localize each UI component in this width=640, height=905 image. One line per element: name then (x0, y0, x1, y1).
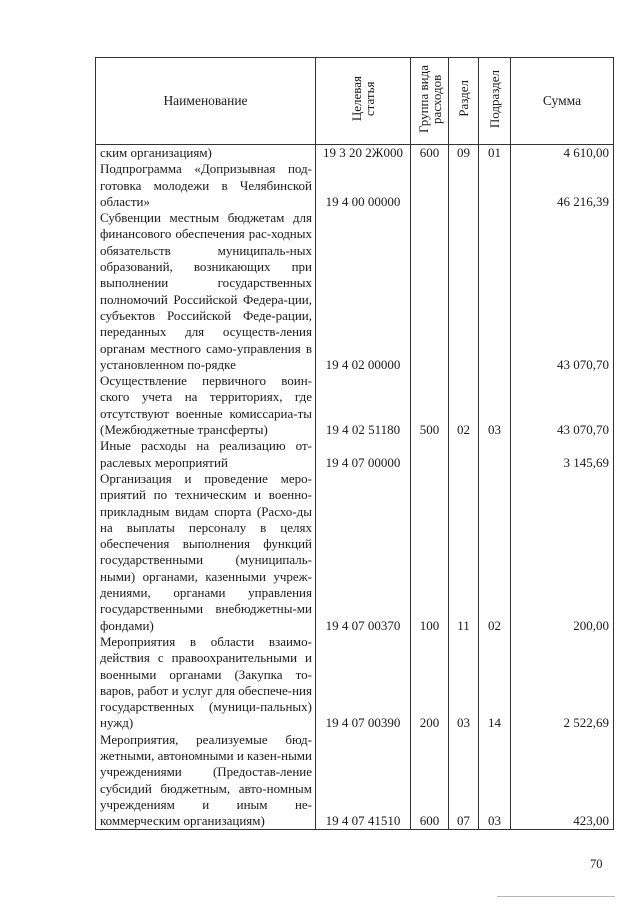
row-sum: 46 216,39 (511, 161, 614, 210)
table-row (96, 732, 614, 830)
row-name: Подпрограмма «Допризывная под-готовка молодежи в Челябинской области» (96, 161, 316, 210)
row-expense-group: 100 (411, 471, 449, 634)
row-subsection (479, 210, 511, 373)
row-section: 09 (449, 145, 479, 162)
row-target-article: 19 4 07 00390 (316, 634, 411, 732)
row-target-article: 19 4 02 00000 (316, 210, 411, 373)
header-expense-group-label: Группа вида расходов (415, 64, 444, 133)
row-subsection: 02 (479, 471, 511, 634)
row-name: Мероприятия, реализуемые бюд-жетными, автономными и казен-ными учреждениями (Предостав-ление субсидий бюджетным, авто-номным учреждениям и иным не-коммерческим организациям) (96, 732, 316, 830)
row-target-article: 19 4 00 00000 (316, 161, 411, 210)
row-expense-group (411, 210, 449, 373)
header-expense-group (411, 58, 449, 145)
page-number: 70 (590, 857, 603, 871)
row-name: Осуществление первичного воин-ского учета на территориях, где отсутствуют военные комиссариа-ты (Межбюджетные трансферты) (96, 373, 316, 438)
row-sum: 423,00 (511, 732, 614, 830)
row-expense-group (411, 161, 449, 210)
header-name: Наименование (96, 58, 316, 145)
row-section: 11 (449, 471, 479, 634)
row-target-article: 19 4 07 00000 (316, 438, 411, 471)
row-expense-group: 500 (411, 373, 449, 438)
row-target-article: 19 4 07 41510 (316, 732, 411, 830)
budget-table (95, 57, 614, 830)
header-subsection-label: Подраздел (487, 69, 502, 128)
scan-edge-line (497, 896, 615, 897)
row-section: 02 (449, 373, 479, 438)
row-sum: 2 522,69 (511, 634, 614, 732)
row-subsection: 01 (479, 145, 511, 162)
header-subsection (479, 58, 511, 145)
row-sum: 43 070,70 (511, 210, 614, 373)
table-row (96, 634, 614, 732)
row-subsection (479, 438, 511, 471)
header-target-article (316, 58, 411, 145)
row-name: Субвенции местным бюджетам для финансового обеспечения рас-ходных обязательств муниципаль-ных образований, возникающих при выполнении государственных полномочий Российской Федера-ции, субъектов Российской Феде-рации, переданных для осуществ-ления органам местного само-управления в установленном по-рядке (96, 210, 316, 373)
row-sum: 3 145,69 (511, 438, 614, 471)
row-expense-group: 200 (411, 634, 449, 732)
table-row (96, 145, 614, 162)
table-row (96, 438, 614, 471)
row-section: 07 (449, 732, 479, 830)
row-target-article: 19 4 02 51180 (316, 373, 411, 438)
table-body (96, 145, 614, 830)
table-row (96, 373, 614, 438)
row-name: Иные расходы на реализацию от-раслевых мероприятий (96, 438, 316, 471)
row-subsection: 03 (479, 373, 511, 438)
row-expense-group (411, 438, 449, 471)
header-section-label: Раздел (456, 80, 471, 118)
table-row (96, 210, 614, 373)
row-target-article: 19 4 07 00370 (316, 471, 411, 634)
row-subsection: 03 (479, 732, 511, 830)
row-subsection (479, 161, 511, 210)
table-row (96, 161, 614, 210)
row-section (449, 210, 479, 373)
row-section (449, 438, 479, 471)
row-name: Мероприятия в области взаимо-действия с правоохранительными и военными органами (Закупка то-варов, работ и услуг для обеспече-ния государственных (муници-пальных) нужд) (96, 634, 316, 732)
header-sum: Сумма (511, 58, 614, 145)
header-target-article-label: Целевая статья (349, 76, 377, 122)
table-header-row (96, 58, 614, 145)
row-name: Организация и проведение меро-приятий по техническим и военно-прикладным видам спорта (Расхо-ды на выплаты персоналу в целях обеспечения выполнения функций государственными (муниципаль-ными) органами, казенными учреж-дениями, органами управления государственными внебюджетны-ми фондами) (96, 471, 316, 634)
row-sum: 43 070,70 (511, 373, 614, 438)
row-subsection: 14 (479, 634, 511, 732)
header-section (449, 58, 479, 145)
row-sum: 4 610,00 (511, 145, 614, 162)
row-expense-group: 600 (411, 732, 449, 830)
row-target-article: 19 3 20 2Ж000 (316, 145, 411, 162)
row-section: 03 (449, 634, 479, 732)
row-name: ским организациям) (96, 145, 316, 162)
row-sum: 200,00 (511, 471, 614, 634)
row-section (449, 161, 479, 210)
row-expense-group: 600 (411, 145, 449, 162)
table-row (96, 471, 614, 634)
